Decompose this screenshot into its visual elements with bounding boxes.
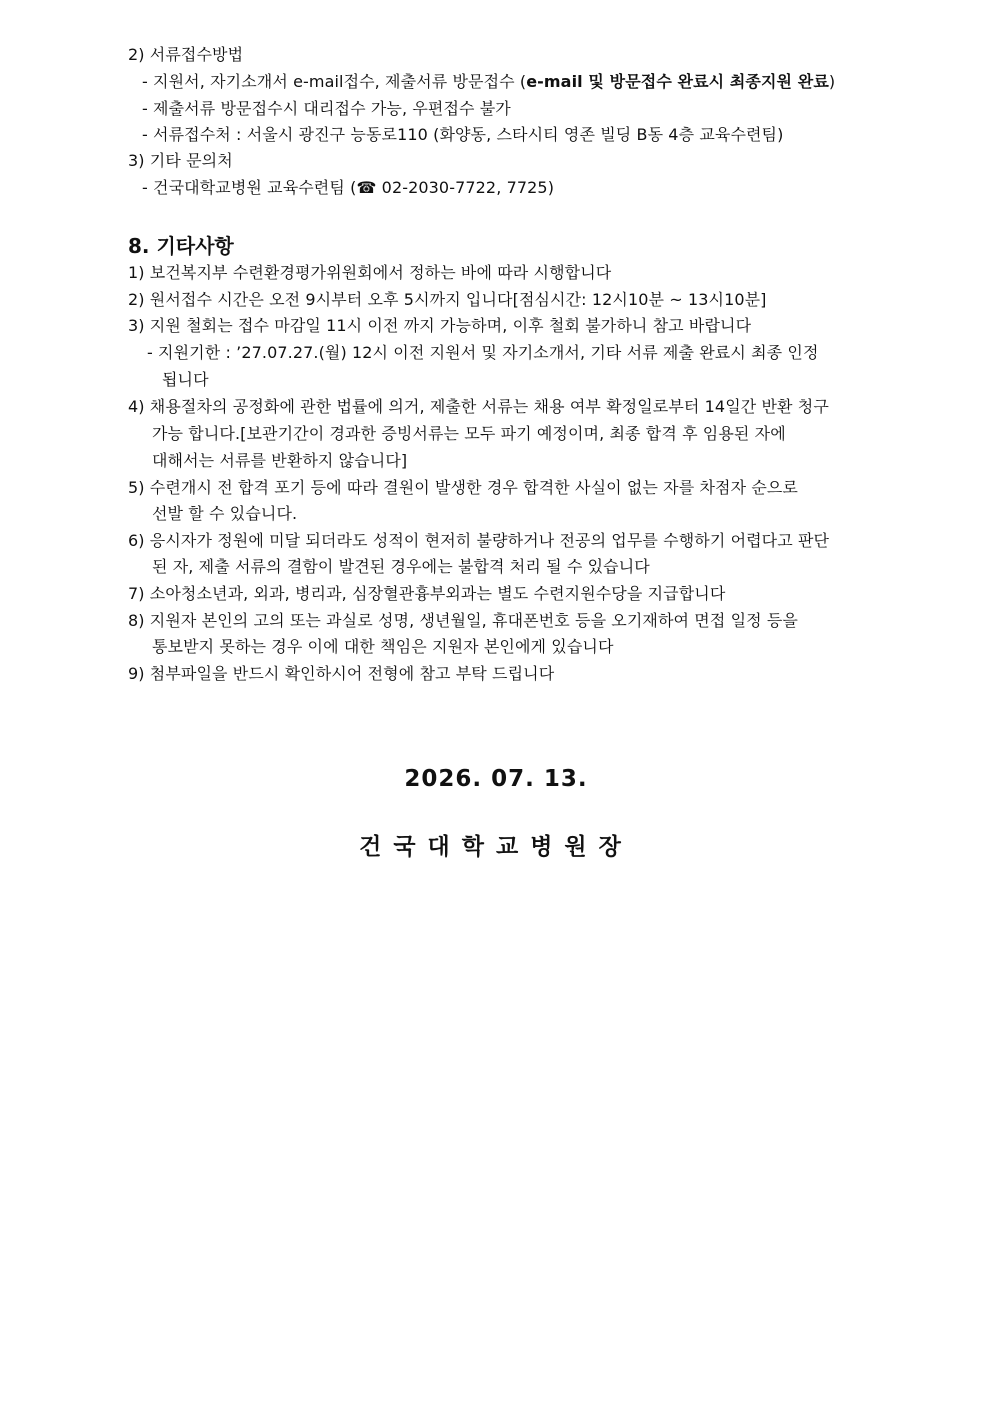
section8-line: 8) 지원자 본인의 고의 또는 과실로 성명, 생년월일, 휴대폰번호 등을 오기재하여 면접 일정 등을 (128, 611, 798, 630)
item2-title: 2) 서류접수방법 (128, 45, 244, 64)
item2-line1-tail: ) (828, 72, 836, 91)
item2-line3: - 서류접수처 : 서울시 광진구 능동로110 (화양동, 스타시티 영존 빌딩 B동 4층 교육수련팀) (142, 125, 784, 144)
section8-line: 된 자, 제출 서류의 결함이 발견된 경우에는 불합격 처리 될 수 있습니다 (152, 557, 650, 576)
section8-heading: 8. 기타사항 (128, 234, 234, 258)
section8-line: 가능 합니다.[보관기간이 경과한 증빙서류는 모두 파기 예정이며, 최종 합격 후 임용된 자에 (152, 424, 786, 443)
item2-line1 (142, 69, 835, 95)
item2-line1-text: - 지원서, 자기소개서 e-mail접수, 제출서류 방문접수 ( (142, 72, 527, 91)
section8-line: 7) 소아청소년과, 외과, 병리과, 심장혈관흉부외과는 별도 수련지원수당을 지급합니다 (128, 584, 726, 603)
section8-line: 3) 지원 철회는 접수 마감일 11시 이전 까지 가능하며, 이후 철회 불가하니 참고 바랍니다 (128, 316, 752, 335)
item3-title: 3) 기타 문의처 (128, 151, 233, 170)
item3-line1: - 건국대학교병원 교육수련팀 (☎ 02-2030-7722, 7725) (142, 178, 555, 197)
section8-line: 대해서는 서류를 반환하지 않습니다] (152, 451, 408, 470)
section8-line: 통보받지 못하는 경우 이에 대한 책임은 지원자 본인에게 있습니다 (152, 637, 614, 656)
item2-line2: - 제출서류 방문접수시 대리접수 가능, 우편접수 불가 (142, 99, 511, 118)
section8-line: 5) 수련개시 전 합격 포기 등에 따라 결원이 발생한 경우 합격한 사실이 없는 자를 차점자 순으로 (128, 478, 798, 497)
document-date: 2026. 07. 13. (404, 766, 588, 792)
section8-line: 6) 응시자가 정원에 미달 되더라도 성적이 현저히 불량하거나 전공의 업무를 수행하기 어렵다고 판단 (128, 531, 830, 550)
section8-line: 2) 원서접수 시간은 오전 9시부터 오후 5시까지 입니다[점심시간: 12시10분 ~ 13시10분] (128, 290, 767, 309)
section8-line: 9) 첨부파일을 반드시 확인하시어 전형에 참고 부탁 드립니다 (128, 664, 555, 683)
signer-name: 건국대학교병원장 (359, 834, 633, 860)
section8-line: - 지원기한 : ’27.07.27.(월) 12시 이전 지원서 및 자기소개서, 기타 서류 제출 완료시 최종 인정 (147, 343, 819, 362)
section8-line: 됩니다 (162, 370, 209, 389)
section8-line: 4) 채용절차의 공정화에 관한 법률에 의거, 제출한 서류는 채용 여부 확정일로부터 14일간 반환 청구 (128, 397, 829, 416)
section8-line: 선발 할 수 있습니다. (152, 504, 298, 523)
section8-line: 1) 보건복지부 수련환경평가위원회에서 정하는 바에 따라 시행합니다 (128, 263, 612, 282)
item2-line1-bold: e-mail 및 방문접수 완료시 최종지원 완료 (526, 72, 829, 91)
